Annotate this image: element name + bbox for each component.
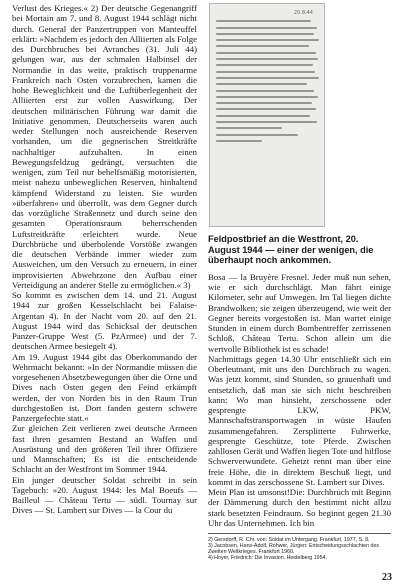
footnotes [208,533,391,561]
footnote: 2) Gersdorff, R. Chr. von: Soldat im Untergang. Frankfurt, 1977, S. 8. [208,537,370,544]
handwriting-line [216,27,317,29]
paragraph: Verlust des Krieges.« 2) Der deutsche Gegenangriff bei Mortain am 7. und 8. August 1944 schlägt nicht durch. General der Panzertruppen von Manteuffel erklärt: »Nachdem es jedoch den Alliierten als Folge des Durchbruches bei Avranches (31. Juli 44) gelungen war, aus der schmalen Halbinsel der Normandie in das weite, praktisch truppenarme Frankreich nach Osten vorzubrechen, kamen die hohe Beweglichkeit und die Luftüberlegenheit der Alliierten erst zur vollen Auswirkung. Der deutschen militärischen Führung war damit die Initiative genommen. Deutscherseits waren auch weder Stellungen noch ausreichende Reserven vorhanden, um die gegnerischen Streitkräfte nachhaltiger aufzuhalten. In einen Bewegungsfeldzug gedrängt, versuchten die wenigen, zum Teil nur behelfsmäßig motorisierten, meist nahezu unbeweglichen Reserven, hinhaltend kämpfend Widerstand zu leisten. Sie wurden »überfahren« und überrollt, was dem Gegner durch das vorzügliche Straßennetz und durch seine den gesamten Operationsraum beherrschenden Luftstreitkräfte erleichtert wurde. Neue Durchbrüche und überholende Vorstöße zwangen die deutschen Verbände immer wieder zum Ausweichen, um den Versuch zu erneuern, in einer improvisierten Abwehrzone den Aufbau einer Verteidigung an anderer Stelle zu ermöglichen.« 3) [12,3,197,290]
paragraph: Nachmittags gegen 14.30 Uhr entschließt sich ein Oberleutnant, mit uns den Durchbruch zu wagen. Was jetzt kommt, sind Stunden, so grauenhaft und entsetzlich, daß man sie sich nicht beschreiben kann: Wo man hinsieht, zerschossene oder gesprengte LKW, PKW, Mannschaftstransportwagen in wüste Haufen zusammengefahren. Zersplitterte Fuhrwerke, gesprengte Geschütze, tote Pferde. Zwischen zahllosen Gerät und Waffen liegen Tote und hilflose Schwerverwundete. Gehetzt rennt man über eine freie Höhe, die in direktem Beschuß liegt, und kommt in das zerschossene St. Lambert sur Dives. [208,353,391,487]
handwriting-line [216,33,314,35]
handwriting-line [216,115,310,117]
handwriting-line [216,83,307,85]
handwriting-line [216,77,319,79]
handwriting-line [216,39,319,41]
handwriting-line [216,96,318,98]
letter-date: 20.8.44 [293,10,313,16]
handwriting-line [216,140,262,142]
paragraph: Mein Plan ist umsonst!Die: Durchbruch mit Beginn der Dämmerung durch den bestimmt nicht allzu stark besetzten Feindraum. So beginnt gegen 21.30 Uhr das Unternehmen. Ich bin [208,487,391,528]
paragraph: Zur gleichen Zeit verlieren zwei deutsche Armeen fast ihren gesamten Bestand an Waffen und Ausrüstung und den größeren Teil ihrer Offiziere und Mannschaften; Es ist die entscheidende Schlacht an der Westfront im Sommer 1944. [12,423,197,475]
handwriting-line [216,102,312,104]
handwriting-line [216,20,311,22]
handwriting-line [216,108,316,110]
feldpost-letter-image [209,3,325,227]
handwriting-line [216,52,316,54]
handwriting-line [216,58,318,60]
handwriting-line [216,121,317,123]
handwriting-line [216,71,315,73]
paragraph: Ein junger deutscher Soldat schreibt in sein Tagebuch: »20. August 1944: les Mal Boeufs — Bailleul — Château Tertu — südl. Tournay sur Dives — St. Lambert sur Dives — la Cour du [12,474,197,516]
handwriting-line [216,127,282,129]
handwriting-line [216,134,298,136]
image-caption: Feldpostbrief an die Westfront, 20. August 1944 — einer der wenigen, die überhaupt noch ankommen. [208,234,374,266]
right-body-text [208,272,391,528]
footnote: 4) Hoyer, Friedrich: Die Invasion. Heidelberg 1954. [208,555,327,562]
paragraph: Am 19. August 1944 gibt das Oberkommando der Wehrmacht bekannt: »In der Normandie müssen die vorgesehenen Absetzbewegungen über die Orne und Dives nach Osten gegen den Feind erkämpft werden, der von Norden bis in den Raum Trun durchgestoßen ist. Dort fanden gestern schwere Panzergefechte statt.« [12,351,197,423]
paragraph: Bosa — la Bruyère Fresnel. Jeder muß nun sehen, wie er sich durchschlägt. Man fährt einige Kilometer, sehr auf Umwegen. Im Tal liegen dichte Brandwolken; sie zeigen überzeugend, wie weit der Gegner bereits vorgestoßen ist. Man wartet einige Stunden in einem durch Bombentreffer zerrissenen Schloß, Château Tertu. Schon allein um die wertvolle Bibliothek ist es schade! [208,271,391,354]
page-number: 23 [382,572,392,583]
right-text-column [208,3,391,561]
handwriting-line [216,64,313,66]
footnote: 3) Jacobsen, Hans-Adolf, Rohwer, Jürgen: Entscheidungsschlachten des Zweiten Weltkrieges. Frankfurt 1960. [208,543,380,556]
paragraph: So kommt es zwischen dem 14. und 21. August 1944 zur großen Kesselschlacht bei Falaise-Argentan 4). In der Nacht vom 20. auf den 21. August 1944 wird das Schicksal der deutschen Panzer-Gruppe West (5. PzArmee) und der 7. deutschen Armee besiegelt 4). [12,290,197,352]
left-text-column [12,3,197,516]
handwriting-line [216,45,309,47]
handwriting-line [216,90,314,92]
handwriting-lines [216,20,319,142]
